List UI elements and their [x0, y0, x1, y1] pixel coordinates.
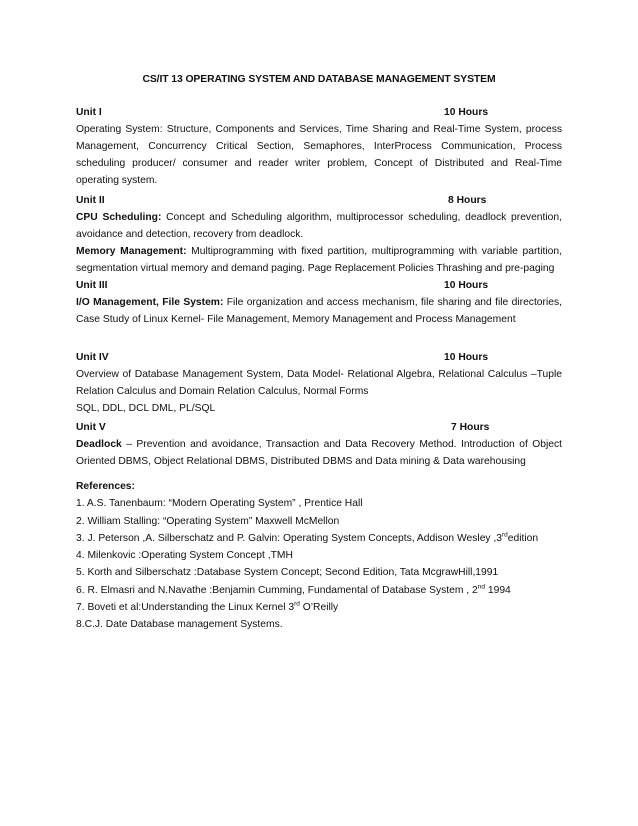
reference-text: 7. Boveti et al:Understanding the Linux Kernel 3	[76, 602, 295, 614]
reference-superscript: nd	[477, 583, 485, 591]
unit-5-paragraph-1	[76, 436, 562, 470]
unit-2-para-2-text: Multiprogramming with fixed partition, multiprogramming with variable partition, segmentation virtual memory and demand paging. Page Replacement Policies Thrashing and pre-paging	[76, 246, 562, 274]
unit-5-para-1-lead: Deadlock	[76, 439, 122, 450]
reference-superscript: rd	[502, 531, 508, 539]
reference-text: 2. William Stalling: “Operating System” Maxwell McMellon	[76, 515, 340, 527]
unit-3-hours: 10 Hours	[444, 280, 489, 291]
reference-item	[76, 599, 562, 616]
reference-text: 3. J. Peterson ,A. Silberschatz and P. Galvin: Operating System Concepts, Addison Wesley ,3	[76, 532, 503, 544]
reference-item	[76, 616, 562, 633]
unit-3-section	[76, 277, 562, 328]
unit-3-name: Unit III	[76, 280, 108, 291]
reference-text: 8.C.J. Date Database management Systems.	[76, 619, 283, 631]
unit-2-para-1-text: Concept and Scheduling algorithm, multiprocessor scheduling, deadlock prevention, avoidance and detection, recovery from deadlock.	[76, 212, 562, 240]
syllabus-title: CS/IT 13 OPERATING SYSTEM AND DATABASE MANAGEMENT SYSTEM	[142, 74, 496, 85]
unit-4-name: Unit IV	[76, 352, 109, 363]
unit-2-paragraph-2	[76, 243, 562, 277]
references-heading: References:	[76, 481, 135, 492]
reference-item	[76, 530, 562, 547]
unit-2-para-2-lead: Memory Management:	[76, 246, 187, 257]
unit-4-hours: 10 Hours	[444, 352, 489, 363]
unit-1-hours: 10 Hours	[444, 107, 489, 118]
unit-5-name: Unit V	[76, 422, 106, 433]
reference-text-tail: edition	[507, 532, 539, 544]
reference-item	[76, 564, 562, 581]
reference-item	[76, 495, 562, 512]
reference-text-tail: O’Reilly	[299, 602, 339, 614]
reference-item	[76, 547, 562, 564]
unit-2-para-1-lead: CPU Scheduling:	[76, 212, 162, 223]
unit-3-para-1-lead: I/O Management, File System:	[76, 297, 224, 308]
unit-2-name: Unit II	[76, 195, 105, 206]
unit-1-section	[76, 104, 562, 189]
reference-text: 5. Korth and Silberschatz :Database System Concept; Second Edition, Tata McgrawHill,1991	[76, 567, 499, 579]
reference-text: 6. R. Elmasri and N.Navathe :Benjamin Cumming, Fundamental of Database System , 2	[76, 584, 478, 596]
reference-item	[76, 582, 562, 599]
reference-superscript: rd	[294, 600, 300, 608]
unit-4-paragraph-2	[76, 400, 562, 417]
unit-2-section	[76, 192, 562, 277]
unit-4-para-1-text: Overview of Database Management System, Data Model- Relational Algebra, Relational Calculus –Tuple Relation Calculus and Domain Relation Calculus, Normal Forms	[76, 369, 562, 397]
unit-4-section	[76, 349, 562, 417]
unit-5-section	[76, 419, 562, 470]
unit-2-header	[76, 192, 562, 209]
unit-1-para-1-text: Operating System: Structure, Components and Services, Time Sharing and Real-Time System, process Management, Concurrency Critical Section, Semaphores, InterProcess Communication, Process scheduling producer/ consumer and reader writer problem, Concept of Distributed and Real-Time operating system.	[76, 124, 562, 186]
reference-text: 4. Milenkovic :Operating System Concept ,TMH	[76, 550, 293, 562]
unit-1-name: Unit I	[76, 107, 102, 118]
unit-5-hours: 7 Hours	[451, 422, 490, 433]
references-section	[76, 478, 562, 634]
unit-4-para-2-text: SQL, DDL, DCL DML, PL/SQL	[76, 403, 216, 414]
unit-3-paragraph-1	[76, 294, 562, 328]
reference-text-tail: 1994	[485, 584, 511, 596]
unit-2-paragraph-1	[76, 209, 562, 243]
unit-2-hours: 8 Hours	[448, 195, 487, 206]
unit-5-para-1-text: – Prevention and avoidance, Transaction and Data Recovery Method. Introduction of Object Oriented DBMS, Object Relational DBMS, Distributed DBMS and Data mining & Data warehousing	[76, 439, 562, 467]
unit-5-header	[76, 419, 562, 436]
unit-1-header	[76, 104, 562, 121]
unit-4-paragraph-1	[76, 366, 562, 400]
unit-1-paragraph-1	[76, 121, 562, 189]
unit-3-header	[76, 277, 562, 294]
unit-3-para-1-text: File organization and access mechanism, file sharing and file directories, Case Study of Linux Kernel- File Management, Memory Management and Process Management	[76, 297, 562, 325]
reference-item	[76, 513, 562, 530]
unit-4-header	[76, 349, 562, 366]
reference-text: 1. A.S. Tanenbaum: “Modern Operating System” , Prentice Hall	[76, 498, 363, 510]
